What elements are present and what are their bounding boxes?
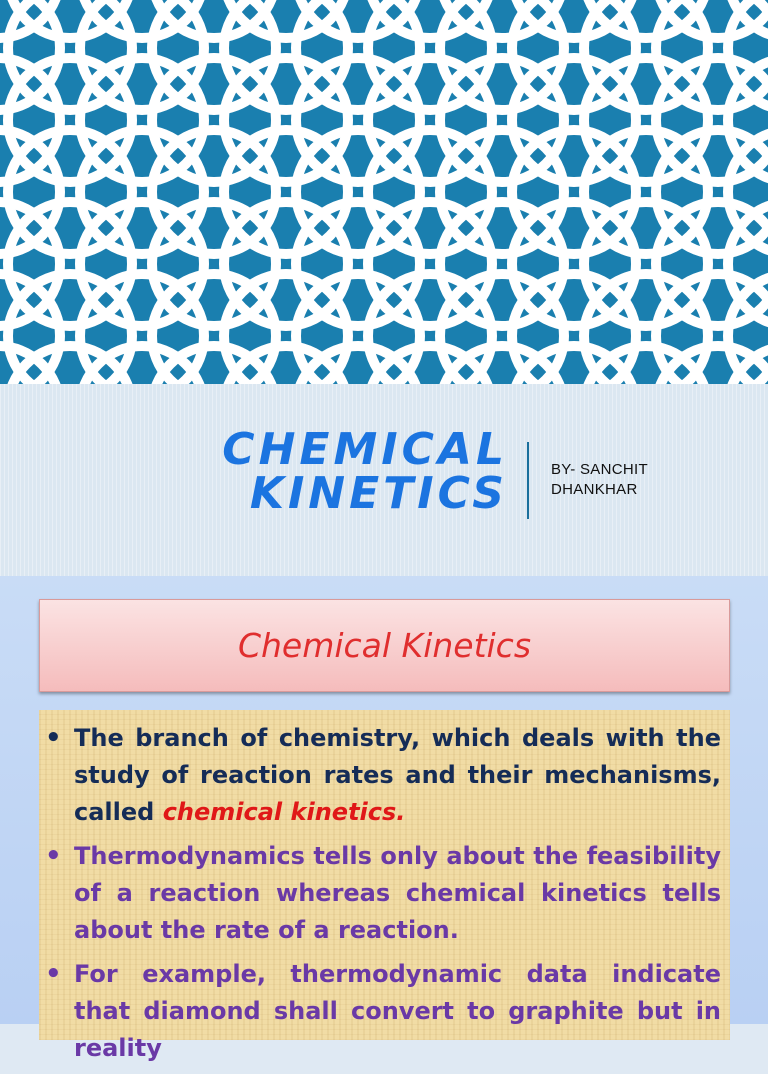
title-divider (527, 442, 529, 519)
bullet-text: For example, thermodynamic data indicate that diamond shall convert to graphite but in reality (74, 960, 721, 1062)
ring-pattern-graphic (0, 0, 768, 384)
presentation-title (222, 424, 508, 519)
pattern-ring (440, 274, 564, 398)
decorative-ring-pattern (0, 0, 768, 384)
bullet-dot-icon: • (45, 841, 62, 871)
bullet-dot-icon: • (45, 959, 62, 989)
pattern-ring (8, 58, 132, 182)
pattern-ring (584, 202, 708, 326)
bullet-item (39, 838, 730, 949)
pattern-ring (296, 58, 420, 182)
pattern-ring (80, 58, 204, 182)
pattern-ring (440, 58, 564, 182)
slide-heading: Chemical Kinetics (237, 626, 532, 665)
bullet-item (39, 720, 730, 831)
pattern-ring (224, 130, 348, 254)
pattern-ring (440, 202, 564, 326)
bullet-list (39, 720, 730, 1074)
pattern-ring (584, 274, 708, 398)
author-line-1: BY- SANCHIT (551, 461, 648, 478)
pattern-ring (368, 130, 492, 254)
pattern-ring (80, 130, 204, 254)
title-line-1: CHEMICAL (222, 424, 508, 475)
pattern-ring (296, 274, 420, 398)
pattern-ring (224, 58, 348, 182)
pattern-ring (512, 130, 636, 254)
pattern-ring (8, 130, 132, 254)
pattern-ring (8, 274, 132, 398)
bullet-dot-icon: • (45, 723, 62, 753)
pattern-ring (8, 202, 132, 326)
pattern-ring (224, 202, 348, 326)
pattern-ring (152, 58, 276, 182)
bullet-item (39, 956, 730, 1067)
pattern-ring (512, 274, 636, 398)
bullet-text: Thermodynamics tells only about the feasibility of a reaction whereas chemical kinetics tells about the rate of a reaction. (74, 842, 721, 944)
pattern-ring (80, 202, 204, 326)
pattern-ring (512, 58, 636, 182)
pattern-ring (224, 274, 348, 398)
pattern-ring (512, 202, 636, 326)
pattern-ring (368, 202, 492, 326)
pattern-ring (368, 58, 492, 182)
pattern-ring (584, 58, 708, 182)
pattern-ring (296, 130, 420, 254)
pattern-ring (152, 274, 276, 398)
bullet-panel (39, 710, 730, 1062)
pattern-ring (368, 274, 492, 398)
bullet-emphasis: chemical kinetics. (162, 798, 406, 826)
pattern-ring (584, 130, 708, 254)
pattern-ring (152, 130, 276, 254)
author-line-2: DHANKHAR (551, 481, 638, 498)
pattern-ring (152, 202, 276, 326)
author-credit (551, 460, 648, 500)
bullet-text: The branch of chemistry, which deals with the study of reaction rates and their mechanisms, called (74, 724, 721, 826)
pattern-ring (296, 202, 420, 326)
slide-heading-box (39, 599, 730, 692)
content-slide (0, 576, 768, 1062)
pattern-ring (440, 130, 564, 254)
title-line-2: KINETICS (249, 468, 508, 519)
title-slide (0, 384, 768, 576)
pattern-ring (80, 274, 204, 398)
